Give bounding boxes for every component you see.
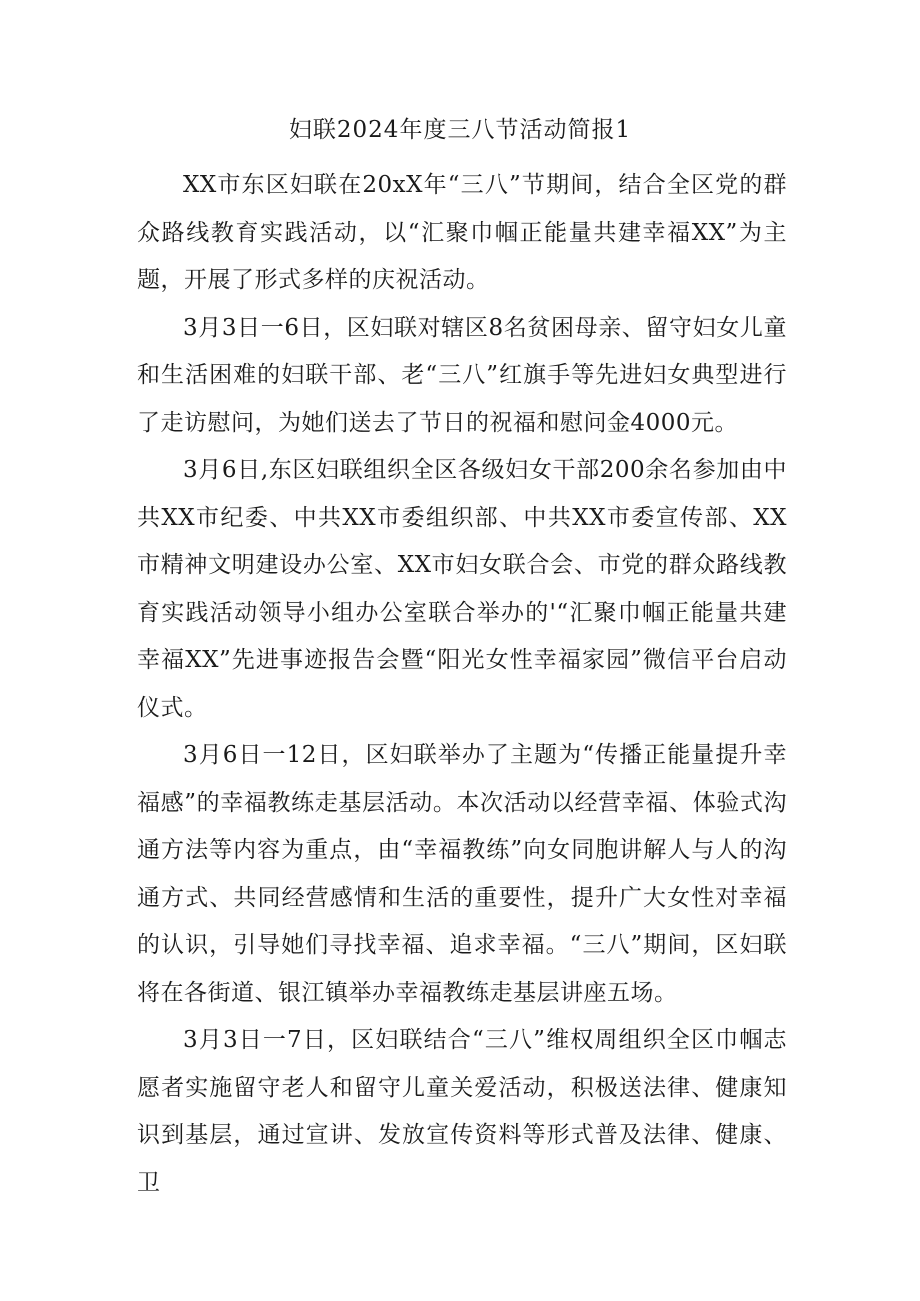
- paragraph-volunteers: 3月3日一7日，区妇联结合“三八”维权周组织全区巾帼志愿者实施留守老人和留守儿童关爱活动，积极送法律、健康知识到基层，通过宣讲、发放宣传资料等形式普及法律、健康、卫: [137, 1027, 787, 1196]
- document-body: [137, 162, 787, 1207]
- paragraph-intro: XX市东区妇联在20xX年“三八”节期间，结合全区党的群众路线教育实践活动，以“汇聚巾帼正能量共建幸福XX”为主题，开展了形式多样的庆祝活动。: [137, 172, 787, 293]
- paragraph-report-meeting: 3月6日,东区妇联组织全区各级妇女干部200余名参加由中共XX市纪委、中共XX市委组织部、中共XX市委宣传部、XX市精神文明建设办公室、XX市妇女联合会、市党的群众路线教育实践活动领导小组办公室联合举办的'“汇聚巾帼正能量共建幸福XX”先进事迹报告会暨“阳光女性幸福家园”微信平台启动仪式。: [137, 457, 787, 721]
- paragraph-happiness-coach: 3月6日一12日，区妇联举办了主题为“传播正能量提升幸福感”的幸福教练走基层活动。本次活动以经营幸福、体验式沟通方法等内容为重点，由“幸福教练”向女同胞讲解人与人的沟通方式、共同经营感情和生活的重要性，提升广大女性对幸福的认识，引导她们寻找幸福、追求幸福。“三八”期间，区妇联将在各街道、银江镇举办幸福教练走基层讲座五场。: [137, 742, 787, 1006]
- paragraph-visits: 3月3日一6日，区妇联对辖区8名贫困母亲、留守妇女儿童和生活困难的妇联干部、老“三八”红旗手等先进妇女典型进行了走访慰问，为她们送去了节日的祝福和慰问金4000元。: [137, 314, 787, 436]
- document-title: 妇联2024年度三八节活动简报1: [288, 117, 632, 143]
